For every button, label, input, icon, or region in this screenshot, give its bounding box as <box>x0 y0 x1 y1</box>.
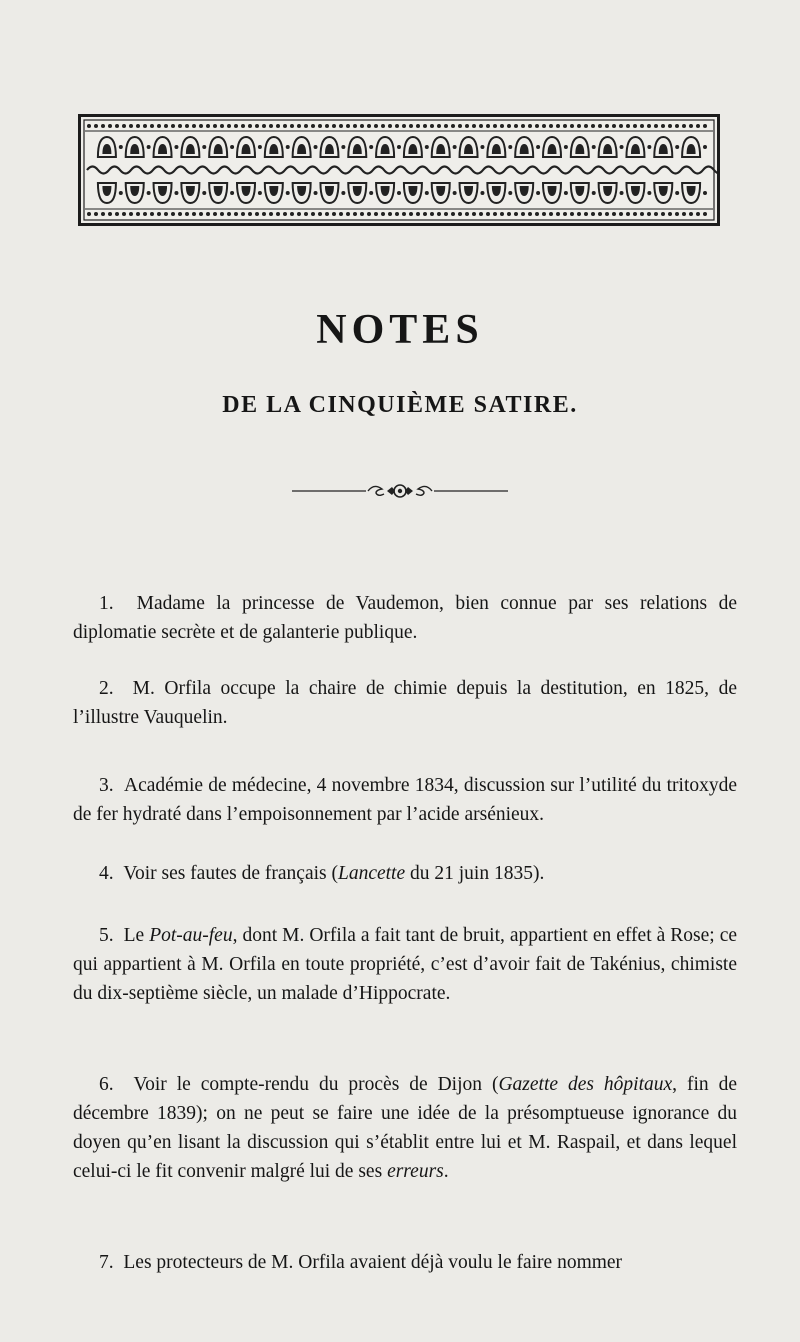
note-text: M. Orfila occupe la chaire de chimie depuis la destitution, en 1825, de l’illustre Vauquelin. <box>73 678 737 728</box>
page-title: NOTES <box>316 307 484 353</box>
note-number: 3. <box>99 775 114 796</box>
page-subtitle: DE LA CINQUIÈME SATIRE. <box>222 392 578 418</box>
note-text: . <box>443 1161 449 1182</box>
decorative-header-band <box>78 114 720 226</box>
note-text: Les protecteurs de M. Orfila avaient déjà voulu le faire nommer <box>123 1252 623 1273</box>
note-text: du 21 juin 1835). <box>405 863 545 884</box>
note-text: , fin de décembre 1839); on ne peut se faire une idée de la présomptueuse ignorance du doyen qu’en lisant la discussion qui s’établit entre lui et M. Raspail, et dans lequel celui-ci le fit convenir malgré lui de ses <box>73 1074 737 1182</box>
note-item <box>73 921 737 1008</box>
note-item <box>73 674 737 732</box>
note-item <box>73 859 737 888</box>
note-italic-text: Pot-au-feu <box>149 925 233 946</box>
note-item <box>73 1070 737 1186</box>
note-item <box>73 771 737 829</box>
ornament-pattern <box>81 117 717 223</box>
note-text: Voir ses fautes de français ( <box>123 863 338 884</box>
note-italic-text: erreurs <box>387 1161 444 1182</box>
note-item <box>73 1248 737 1277</box>
note-text: , dont M. Orfila a fait tant de bruit, appartient en effet à Rose; ce qui appartient à M. Orfila en toute propriété, c’est d’avoir fait de Takénius, chimiste du dix-septième siècle, un malade d’Hippocrate. <box>73 925 737 1004</box>
note-text: Voir le compte-rendu du procès de Dijon ( <box>133 1074 499 1095</box>
note-number: 2. <box>99 678 114 699</box>
note-text: Le <box>123 925 150 946</box>
ornamental-divider <box>292 478 508 504</box>
note-text: Madame la princesse de Vaudemon, bien connue par ses relations de diplomatie secrète et de galanterie publique. <box>73 593 738 643</box>
note-number: 4. <box>99 863 114 884</box>
note-number: 7. <box>99 1252 114 1273</box>
note-italic-text: Lancette <box>337 863 406 884</box>
note-number: 1. <box>99 593 114 614</box>
note-italic-text: Gazette des hôpitaux <box>498 1074 673 1095</box>
note-number: 5. <box>99 925 114 946</box>
note-text: Académie de médecine, 4 novembre 1834, discussion sur l’utilité du tritoxyde de fer hydraté dans l’empoisonnement par l’acide arsénieux. <box>73 775 738 825</box>
note-item <box>73 589 737 647</box>
note-number: 6. <box>99 1074 114 1095</box>
